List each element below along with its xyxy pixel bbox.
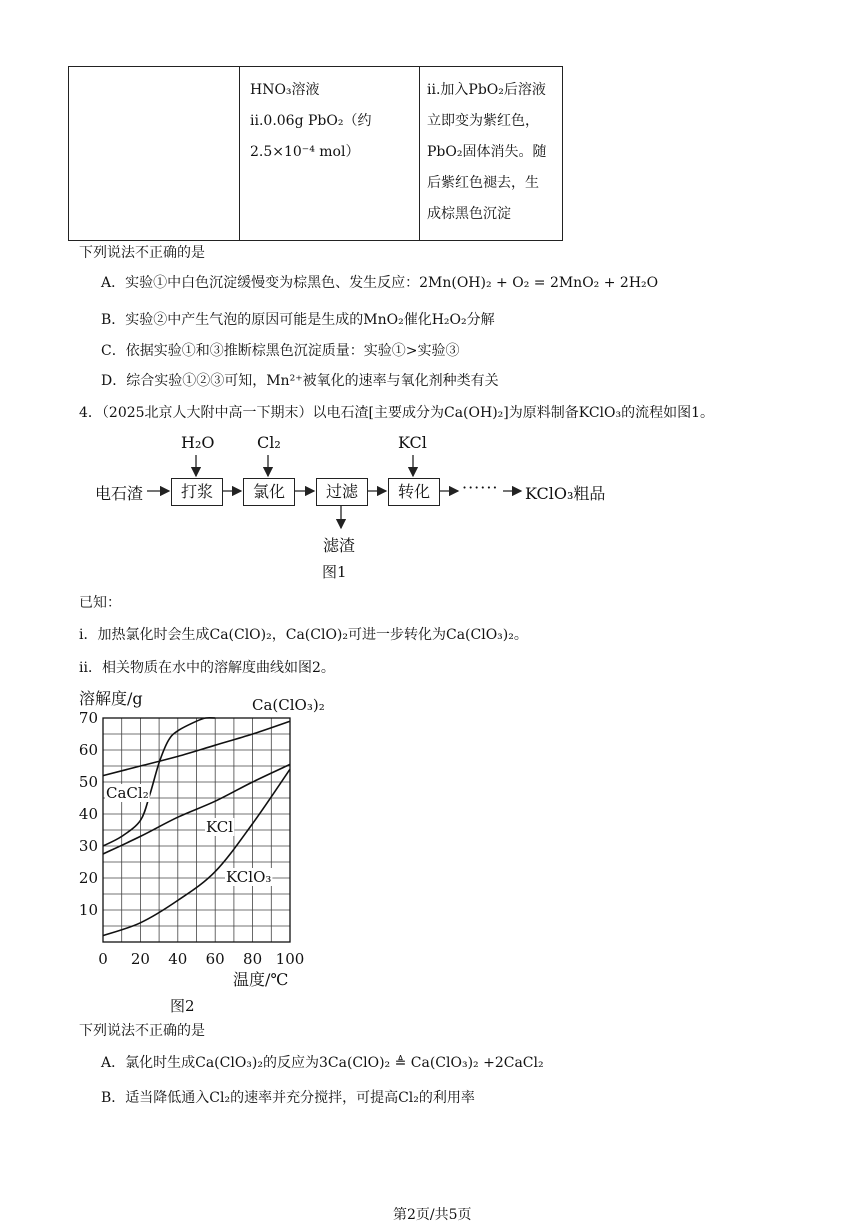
y-tick-label: 20 [78,869,98,887]
table-line: 成棕黑色沉淀 [427,206,511,222]
flow-end: KClO₃粗品 [525,484,606,503]
q4-stem-2: 下列说法不正确的是 [79,1023,205,1039]
flow-dots: ······ [462,478,499,497]
y-axis-label: 溶解度/g [79,689,143,708]
flow-byproduct: 滤渣 [323,536,356,555]
flow-input-water: H₂O [181,433,215,452]
x-tick-label: 0 [98,950,108,968]
chart-caption: 图2 [170,997,195,1015]
known-item-1: i．加热氯化时会生成Ca(ClO)₂，Ca(ClO)₂可进一步转化为Ca(ClO₃)₂。 [79,627,528,643]
table-line: 后紫红色褪去，生 [427,175,539,191]
table-line: HNO₃溶液 [250,82,320,98]
series-label: CaCl₂ [106,784,149,802]
q3-option-a: A．实验①中白色沉淀缓慢变为棕黑色、发生反应：2Mn(OH)₂ + O₂ = 2MnO₂ + 2H₂O [101,275,659,291]
y-tick-label: 70 [78,709,98,727]
table-line: 2.5×10⁻⁴ mol） [250,144,360,160]
known-item-2: ii．相关物质在水中的溶解度曲线如图2。 [79,660,335,676]
table-line: PbO₂固体消失。随 [427,144,547,160]
q4-option-b: B．适当降低通入Cl₂的速率并充分搅拌，可提高Cl₂的利用率 [101,1090,475,1106]
x-tick-label: 100 [275,950,305,968]
x-axis-label: 温度/℃ [233,970,289,989]
table-line: 立即变为紫红色， [427,113,539,129]
x-tick-label: 80 [243,950,263,968]
q3-option-c: C．依据实验①和③推断棕黑色沉淀质量：实验①>实验③ [101,343,460,359]
flow-step-chlorination: 氯化 [243,478,295,506]
table-line: ii.加入PbO₂后溶液 [427,82,546,98]
table-line: ii.0.06g PbO₂（约 [250,113,372,129]
series-label: KCl [206,818,234,836]
x-tick-label: 60 [205,950,225,968]
page-footer: 第2页/共5页 [393,1207,472,1223]
y-tick-label: 40 [78,805,98,823]
flow-step-filtration: 过滤 [316,478,368,506]
y-tick-label: 50 [78,773,98,791]
known-title: 已知： [79,595,121,611]
x-tick-label: 40 [168,950,188,968]
flow-input-kcl: KCl [398,433,427,452]
flow-arrows [0,0,868,600]
series-label: Ca(ClO₃)₂ [252,696,325,714]
flow-step-conversion: 转化 [388,478,440,506]
x-tick-label: 20 [130,950,150,968]
y-tick-label: 30 [78,837,98,855]
solubility-chart [60,680,350,1020]
q3-option-b: B．实验②中产生气泡的原因可能是生成的MnO₂催化H₂O₂分解 [101,312,495,328]
y-tick-label: 60 [78,741,98,759]
q3-option-d: D．综合实验①②③可知，Mn²⁺被氧化的速率与氧化剂种类有关 [101,373,499,389]
flow-caption: 图1 [322,563,347,581]
q4-stem: 4．（2025北京人大附中高一下期末）以电石渣[主要成分为Ca(OH)₂]为原料制备KClO₃的流程如图1。 [79,405,715,421]
flow-input-chlorine: Cl₂ [257,433,281,452]
q4-option-a: A．氯化时生成Ca(ClO₃)₂的反应为3Ca(ClO)₂ ≜ Ca(ClO₃)₂ +2CaCl₂ [101,1055,544,1071]
flow-start: 电石渣 [95,484,144,503]
flow-step-pulping: 打浆 [171,478,223,506]
q3-stem: 下列说法不正确的是 [79,245,205,261]
y-tick-label: 10 [78,901,98,919]
series-label: KClO₃ [226,868,272,886]
